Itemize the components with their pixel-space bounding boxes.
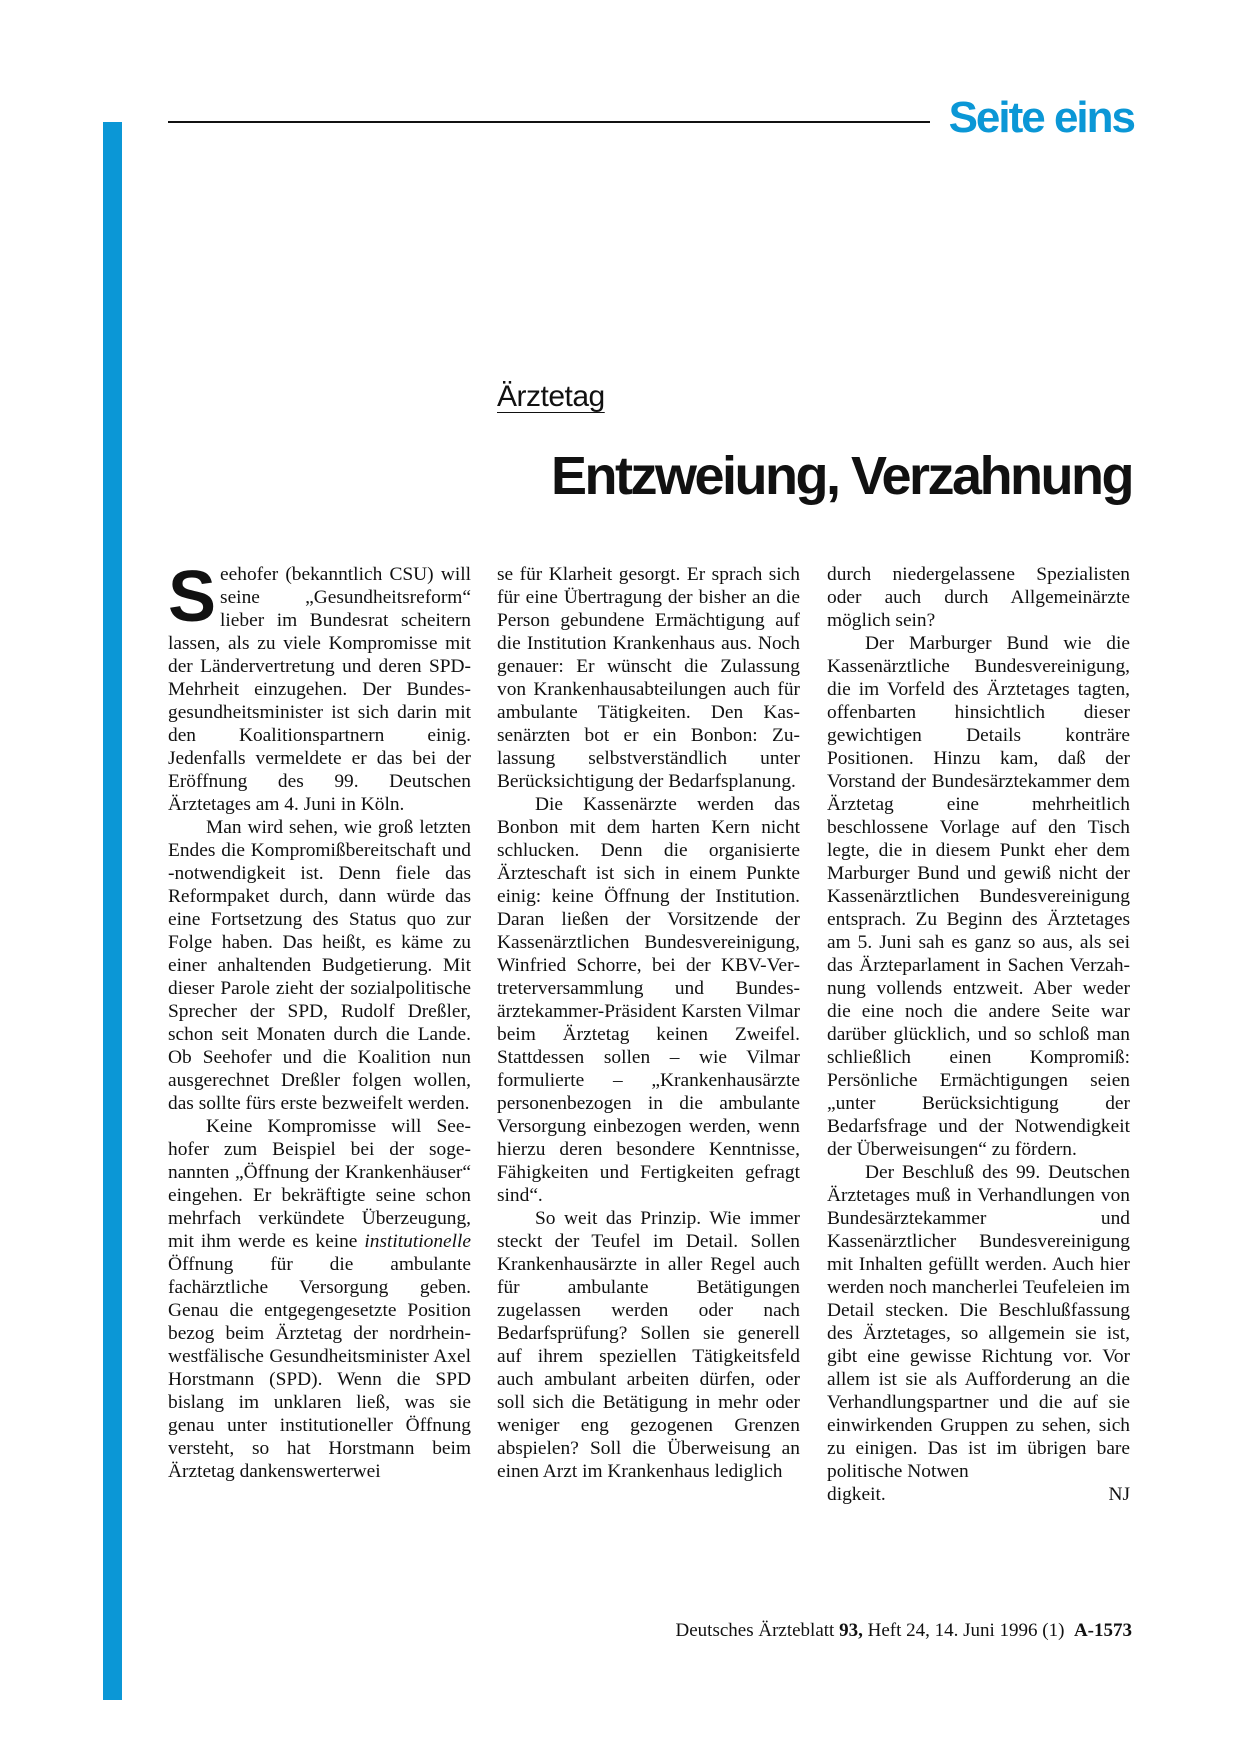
article-headline: Entzweiung, Verzahnung — [550, 446, 1132, 506]
paragraph-text: Keine Kompromisse will Seehofer zum Beispiel bei der sogenannten „Öffnung der Krankenhäuser“ eingehen. Er bekräftigte seine schon mehrfach verkündete Überzeugung, mit ihm werde es keine — [168, 1116, 471, 1252]
emphasis-text: institutionelle — [364, 1231, 471, 1252]
issue-date: Heft 24, 14. Juni 1996 (1) — [862, 1620, 1070, 1641]
paragraph: Der Beschluß des 99. Deutschen Ärztetages muß in Verhandlungen von Bundesärztekammer und Kassenärztlicher Bundesvereinigung mit Inhalten gefüllt werden. Auch hier werden noch mancherlei Teufeleien im Detail stecken. Die Beschlußfassung des Ärztetages, so allgemein sie ist, gibt eine gewisse Richtung vor. Vor allem ist sie als Aufforderung an die Verhandlungspartner und die auf sie einwirkenden Gruppen zu sehen, sich zu einigen. Das ist im übrigen bare politische Notwen — [827, 1162, 1130, 1482]
paragraph — [168, 557, 471, 816]
volume-number: 93, — [839, 1620, 863, 1641]
accent-bar — [103, 122, 122, 1700]
paragraph: Die Kassenärzte werden das Bonbon mit dem harten Kern nicht schlucken. Denn die organisierte Ärzteschaft ist sich in einem Punkte einig: keine Öffnung der Institution. Daran ließen der Vorsitzende der Kassenärztlichen Bundesvereinigung, Winfried Schorre, bei der KBV-Vertreterversammlung und Bundesärztekammer-Präsident Karsten Vilmar beim Ärztetag keinen Zweifel. Stattdessen sollen – wie Vilmar formulierte – „Krankenhausärzte personenbezogen in die ambulante Versorgung einbezogen werden, wenn hierzu deren besondere Kenntnisse, Fähigkeiten und Fertigkeiten gefragt sind“. — [497, 794, 800, 1206]
page-number: A-1573 — [1073, 1620, 1132, 1641]
author-signature: NJ — [1108, 1484, 1130, 1505]
article-column-3 — [827, 563, 1130, 1506]
page-footer — [676, 1620, 1132, 1642]
article-column-1 — [168, 557, 471, 1483]
paragraph: Der Marburger Bund wie die Kassenärztliche Bundesvereinigung, die im Vorfeld des Ärztetages tagten, offenbarten hinsichtlich dieser gewichtigen Details konträre Positionen. Hinzu kam, daß der Vorstand der Bundesärztekammer dem Ärztetag eine mehrheitlich beschlossene Vorlage auf den Tisch legte, die in diesem Punkt eher dem Marburger Bund und gewiß nicht der Kassenärztlichen Bundesvereinigung entsprach. Zu Beginn des Ärztetages am 5. Juni sah es ganz so aus, als sei das Ärzteparlament in Sachen Verzahnung vollends entzweit. Aber weder die eine noch die andere Seite war darüber glücklich, und so schloß man schließlich einen Kompromiß: Persönliche Ermächtigungen seien „unter Berücksichtigung der Bedarfsfrage und der Notwendigkeit der Überweisungen“ zu fördern. — [827, 633, 1130, 1160]
paragraph-text: Öffnung für die ambulante fachärztliche Versorgung geben. Genau die entgegengesetzte Position bezog beim Ärztetag der nordrhein-westfälische Gesundheitsminister Axel Horstmann (SPD). Wenn die SPD bislang im unklaren ließ, was sie genau unter institutioneller Öffnung versteht, so hat Horstmann beim Ärztetag dankenswerterwei — [168, 1254, 471, 1482]
paragraph: Man wird sehen, wie groß letzten Endes die Kompromißbereitschaft und -notwendigkeit ist. Denn fiele das Reformpaket durch, dann würde das eine Fortsetzung des Status quo zur Folge haben. Das heißt, es käme zu einer anhaltenden Budgetierung. Mit dieser Parole zieht der sozialpolitische Sprecher der SPD, Rudolf Dreßler, schon seit Monaten durch die Lande. Ob Seehofer und die Koalition nun ausgerechnet Dreßler folgen wollen, das sollte fürs erste bezweifelt werden. — [168, 817, 471, 1114]
paragraph-text: eehofer (bekanntlich CSU) will seine „Gesundheitsreform“ lieber im Bundesrat scheitern lassen, als zu viele Kompromisse mit der Ländervertretung und deren SPD-Mehrheit einzugehen. Der Bundesgesundheitsminister ist sich darin mit den Koalitionspartnern einig. Jedenfalls vermeldete er das bei der Eröffnung des 99. Deutschen Ärztetages am 4. Juni in Köln. — [168, 564, 471, 815]
header-rule — [168, 121, 930, 123]
signature-line — [827, 1483, 1130, 1506]
section-label: Seite eins — [948, 93, 1134, 142]
article-column-2 — [497, 563, 800, 1483]
paragraph-text: digkeit. — [827, 1484, 886, 1505]
paragraph: durch niedergelassene Spezialisten oder auch durch Allgemeinärzte möglich sein? — [827, 564, 1130, 631]
paragraph: se für Klarheit gesorgt. Er sprach sich für eine Übertragung der bisher an die Person gebundene Ermächtigung auf die Institution Krankenhaus aus. Noch genauer: Er wünscht die Zulassung von Krankenhausabteilungen auch für ambulante Tätigkeiten. Den Kassenärzten bot er ein Bonbon: Zulassung selbstverständlich unter Berücksichtigung der Bedarfsplanung. — [497, 564, 800, 792]
drop-cap: S — [168, 557, 217, 637]
paragraph — [168, 1115, 471, 1483]
publication-name: Deutsches Ärzteblatt — [675, 1620, 840, 1641]
article-kicker: Ärztetag — [497, 380, 605, 413]
paragraph: So weit das Prinzip. Wie immer steckt der Teufel im Detail. Sollen Krankenhausärzte in aller Regel auch für ambulante Betätigungen zugelassen werden oder nach Bedarfsprüfung? Sollen sie generell auf ihrem speziellen Tätigkeitsfeld auch ambulant arbeiten dürfen, oder soll sich die Betätigung in mehr oder weniger eng gezogenen Grenzen abspielen? Soll die Überweisung an einen Arzt im Krankenhaus lediglich — [497, 1208, 800, 1482]
